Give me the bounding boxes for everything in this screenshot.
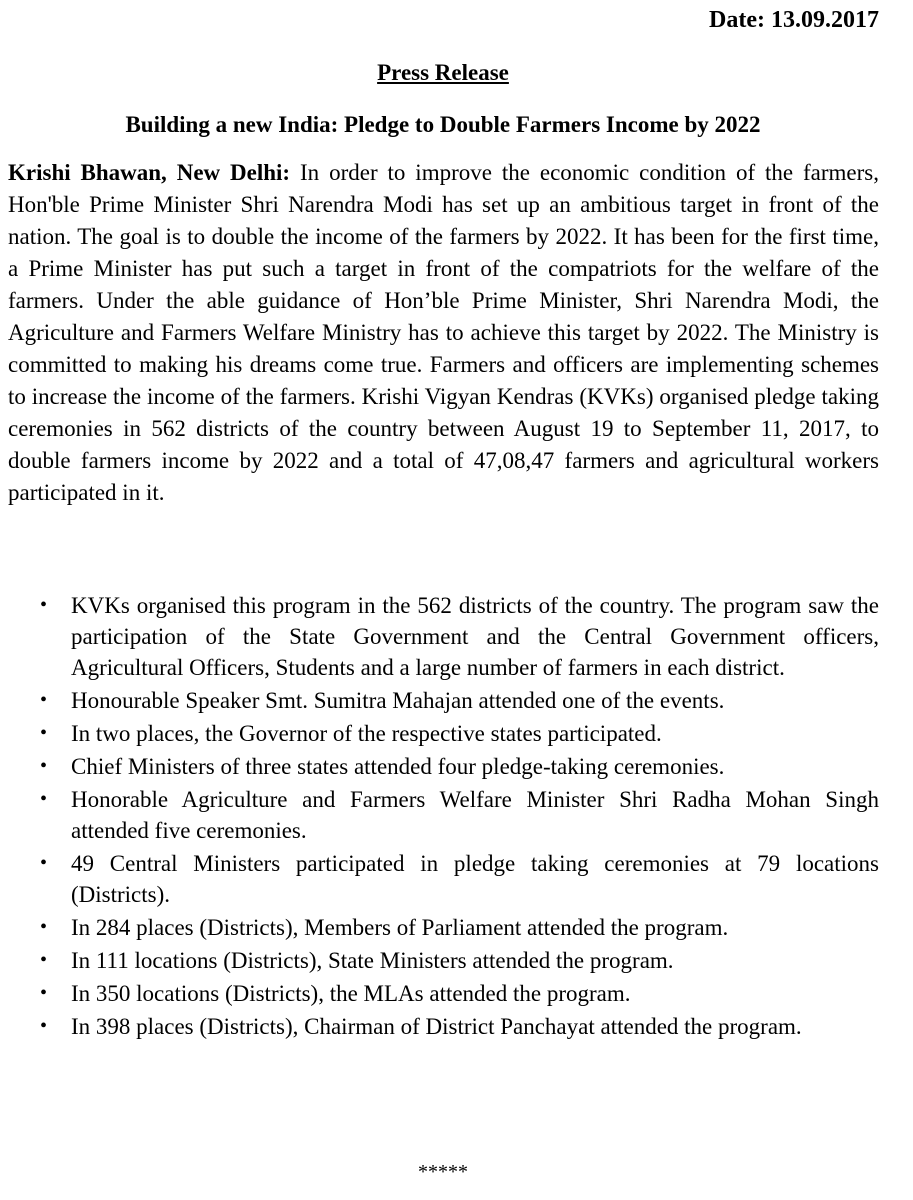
list-item-text: KVKs organised this program in the 562 districts of the country. The program saw the participation of the State Government and the Central Government officers, Agricultural Officers, Students and a large number of farmers in each district.	[71, 593, 879, 680]
bullet-icon: •	[40, 788, 48, 810]
list-item-text: In two places, the Governor of the respective states participated.	[71, 721, 662, 746]
list-item	[0, 1011, 879, 1042]
list-item	[0, 784, 879, 846]
intro-body: In order to improve the economic condition of the farmers, Hon'ble Prime Minister Shri Narendra Modi has set up an ambitious target in front of the nation. The goal is to double the income of the farmers by 2022. It has been for the first time, a Prime Minister has put such a target in front of the compatriots for the welfare of the farmers. Under the able guidance of Hon’ble Prime Minister, Shri Narendra Modi, the Agriculture and Farmers Welfare Ministry has to achieve this target by 2022. The Ministry is committed to making his dreams come true. Farmers and officers are implementing schemes to increase the income of the farmers. Krishi Vigyan Kendras (KVKs) organised pledge taking ceremonies in 562 districts of the country between August 19 to September 11, 2017, to double farmers income by 2022 and a total of 47,08,47 farmers and agricultural workers participated in it.	[8, 160, 879, 505]
list-item-text: In 284 places (Districts), Members of Parliament attended the program.	[71, 915, 729, 940]
list-item-text: In 398 places (Districts), Chairman of District Panchayat attended the program.	[71, 1014, 802, 1039]
release-date: Date: 13.09.2017	[709, 7, 879, 33]
bullet-icon: •	[40, 722, 48, 744]
end-of-release-mark: *****	[418, 1161, 468, 1183]
list-item	[0, 590, 879, 683]
list-item	[0, 718, 879, 749]
bullet-icon: •	[40, 1015, 48, 1037]
headline: Building a new India: Pledge to Double Farmers Income by 2022	[125, 112, 761, 137]
list-item-text: Honourable Speaker Smt. Sumitra Mahajan attended one of the events.	[71, 688, 725, 713]
intro-dateline: Krishi Bhawan, New Delhi:	[8, 160, 291, 185]
list-item	[0, 978, 879, 1009]
list-item-text: In 111 locations (Districts), State Ministers attended the program.	[71, 948, 674, 973]
list-item	[0, 685, 879, 716]
highlights-list	[0, 590, 879, 1044]
bullet-icon: •	[40, 755, 48, 777]
list-item-text: Chief Ministers of three states attended four pledge-taking ceremonies.	[71, 754, 725, 779]
list-item	[0, 848, 879, 910]
list-item-text: Honorable Agriculture and Farmers Welfare Minister Shri Radha Mohan Singh attended five ceremonies.	[71, 787, 879, 843]
list-item-text: 49 Central Ministers participated in pledge taking ceremonies at 79 locations (Districts).	[71, 851, 879, 907]
list-item	[0, 945, 879, 976]
bullet-icon: •	[40, 916, 48, 938]
intro-paragraph	[8, 157, 879, 509]
list-item	[0, 912, 879, 943]
bullet-icon: •	[40, 594, 48, 616]
bullet-icon: •	[40, 949, 48, 971]
bullet-icon: •	[40, 852, 48, 874]
list-item-text: In 350 locations (Districts), the MLAs attended the program.	[71, 981, 631, 1006]
page-title: Press Release	[377, 60, 509, 85]
bullet-icon: •	[40, 982, 48, 1004]
list-item	[0, 751, 879, 782]
bullet-icon: •	[40, 689, 48, 711]
